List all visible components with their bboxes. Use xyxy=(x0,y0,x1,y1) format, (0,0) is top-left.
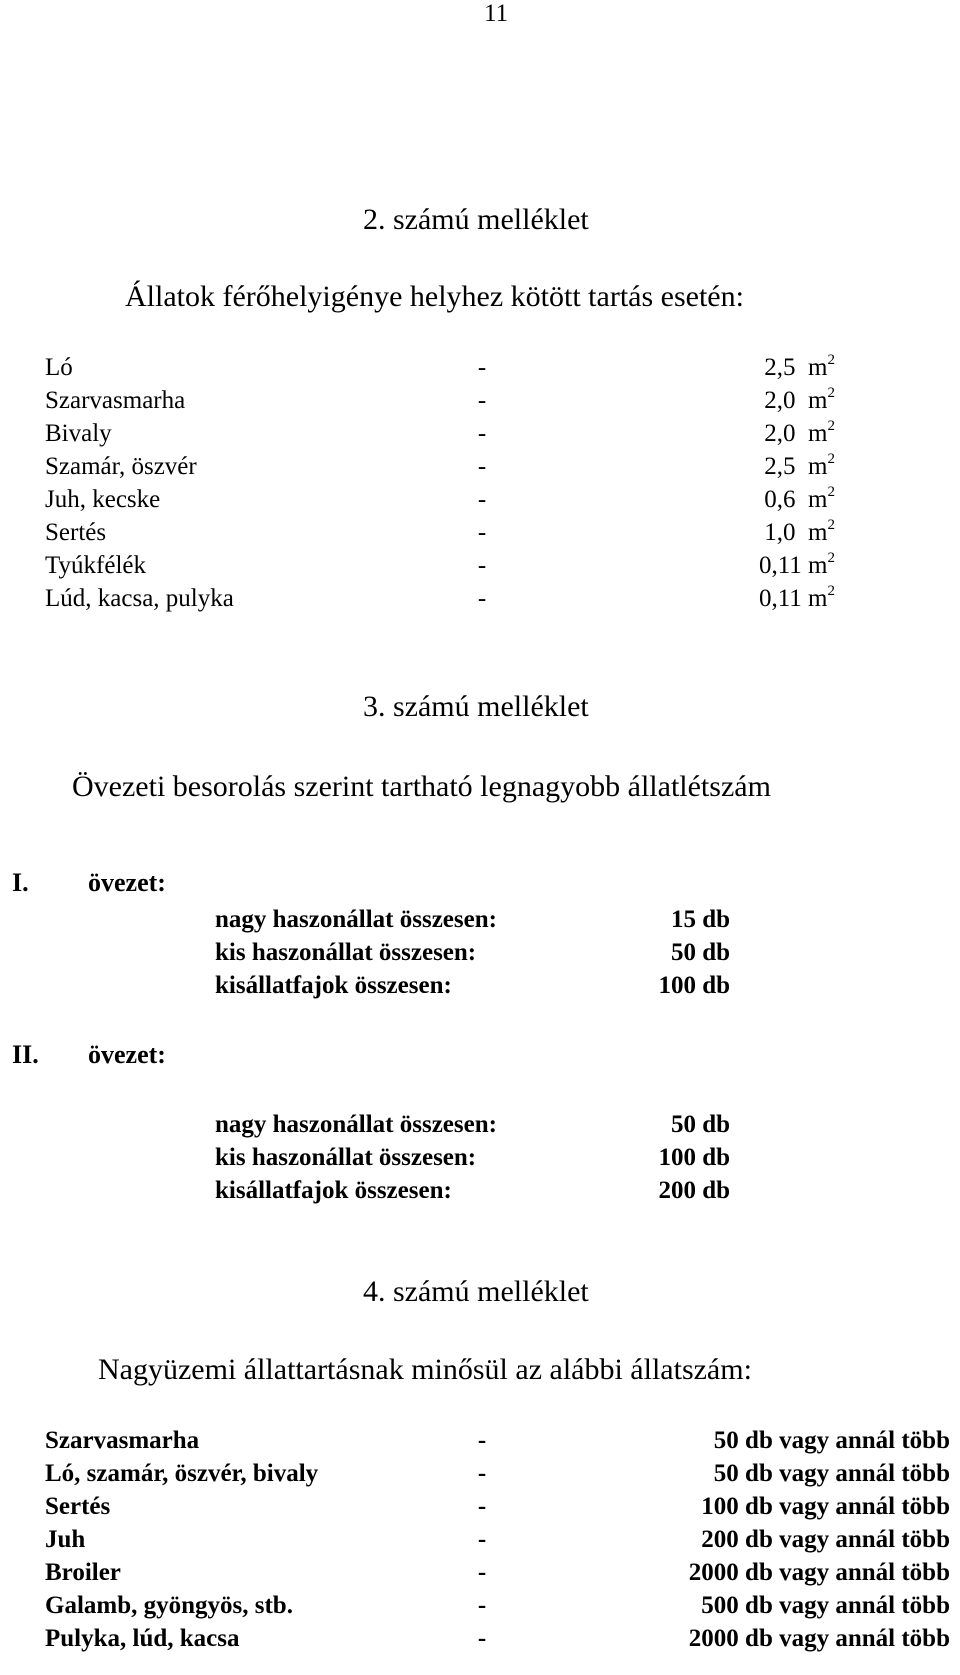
zone-row-value: 100 db xyxy=(658,972,730,999)
dash: - xyxy=(477,354,487,381)
dash: - xyxy=(477,552,487,579)
dash: - xyxy=(477,1526,487,1553)
dash: - xyxy=(477,486,487,513)
annex2-heading: 2. számú melléklet xyxy=(363,203,589,236)
annex2-row xyxy=(45,417,835,450)
annex4-row xyxy=(45,1424,950,1457)
threshold-value: 2000 db vagy annál több xyxy=(688,1625,950,1652)
area-value: 2,5 $m^2$ xyxy=(764,451,835,480)
threshold-value: 500 db vagy annál több xyxy=(701,1592,950,1619)
zone-row xyxy=(215,903,730,936)
zone-row xyxy=(215,1108,730,1141)
area-value: 2,0 $m^2$ xyxy=(764,418,835,447)
animal-label: Szamár, öszvér xyxy=(45,453,197,480)
threshold-value: 50 db vagy annál több xyxy=(713,1427,950,1454)
zone-row-label: nagy haszonállat összesen: xyxy=(215,906,497,933)
threshold-value: 2000 db vagy annál több xyxy=(688,1559,950,1586)
zone-row xyxy=(215,1141,730,1174)
page-number: 11 xyxy=(484,0,509,27)
zone-row xyxy=(215,969,730,1002)
dash: - xyxy=(477,1493,487,1520)
annex2-row xyxy=(45,351,835,384)
zone-row-value: 15 db xyxy=(670,906,730,933)
animal-label: Ló, szamár, öszvér, bivaly xyxy=(45,1460,319,1487)
annex4-row xyxy=(45,1457,950,1490)
annex2-row xyxy=(45,483,835,516)
zone-row-value: 100 db xyxy=(658,1144,730,1171)
zone-row xyxy=(215,1174,730,1207)
animal-label: Sertés xyxy=(45,519,107,546)
zone-row xyxy=(215,936,730,969)
animal-label: Sertés xyxy=(45,1493,111,1520)
zone-label: övezet: xyxy=(88,1040,166,1069)
annex2-row xyxy=(45,549,835,582)
zone-row-value: 50 db xyxy=(670,1111,730,1138)
animal-label: Ló xyxy=(45,354,73,381)
zone-row-label: kisállatfajok összesen: xyxy=(215,1177,452,1204)
dash: - xyxy=(477,585,487,612)
zone-row-label: nagy haszonállat összesen: xyxy=(215,1111,497,1138)
zone-row-label: kis haszonállat összesen: xyxy=(215,1144,477,1171)
animal-label: Szarvasmarha xyxy=(45,1427,200,1454)
dash: - xyxy=(477,1460,487,1487)
annex3-heading: 3. számú melléklet xyxy=(363,690,589,723)
animal-label: Lúd, kacsa, pulyka xyxy=(45,585,234,612)
annex2-row xyxy=(45,384,835,417)
annex2-row xyxy=(45,516,835,549)
annex2-title: Állatok férőhelyigénye helyhez kötött tartás esetén: xyxy=(125,280,744,313)
area-value: 2,0 $m^2$ xyxy=(764,385,835,414)
annex4-row xyxy=(45,1589,950,1622)
dash: - xyxy=(477,1427,487,1454)
dash: - xyxy=(477,1559,487,1586)
dash: - xyxy=(477,519,487,546)
dash: - xyxy=(477,387,487,414)
animal-label: Bivaly xyxy=(45,420,112,447)
annex4-row xyxy=(45,1523,950,1556)
annex4-row xyxy=(45,1622,950,1655)
dash: - xyxy=(477,1592,487,1619)
annex4-heading: 4. számú melléklet xyxy=(363,1275,589,1308)
area-value: 0,11 $m^2$ xyxy=(758,550,835,579)
annex4-title: Nagyüzemi állattartásnak minősül az alábbi állatszám: xyxy=(98,1353,752,1386)
zone-row-label: kis haszonállat összesen: xyxy=(215,939,477,966)
dash: - xyxy=(477,420,487,447)
annex3-title: Övezeti besorolás szerint tartható legnagyobb állatlétszám xyxy=(72,770,771,803)
annex2-row xyxy=(45,450,835,483)
threshold-value: 50 db vagy annál több xyxy=(713,1460,950,1487)
area-value: 2,5 $m^2$ xyxy=(764,352,835,381)
annex4-row xyxy=(45,1556,950,1589)
dash: - xyxy=(477,1625,487,1652)
zone-numeral: I. xyxy=(12,868,29,897)
annex2-row xyxy=(45,582,835,615)
animal-label: Pulyka, lúd, kacsa xyxy=(45,1625,240,1652)
annex4-row xyxy=(45,1490,950,1523)
threshold-value: 200 db vagy annál több xyxy=(701,1526,950,1553)
animal-label: Tyúkfélék xyxy=(45,552,146,579)
zone-row-value: 200 db xyxy=(658,1177,730,1204)
zone-numeral: II. xyxy=(12,1040,39,1069)
animal-label: Juh xyxy=(45,1526,86,1553)
zone-label: övezet: xyxy=(88,868,166,897)
threshold-value: 100 db vagy annál több xyxy=(701,1493,950,1520)
animal-label: Szarvasmarha xyxy=(45,387,186,414)
zone-row-value: 50 db xyxy=(670,939,730,966)
animal-label: Juh, kecske xyxy=(45,486,161,513)
dash: - xyxy=(477,453,487,480)
area-value: 0,6 $m^2$ xyxy=(764,484,835,513)
area-value: 0,11 $m^2$ xyxy=(758,583,835,612)
area-value: 1,0 $m^2$ xyxy=(764,517,835,546)
animal-label: Galamb, gyöngyös, stb. xyxy=(45,1592,293,1619)
zone-row-label: kisállatfajok összesen: xyxy=(215,972,452,999)
animal-label: Broiler xyxy=(45,1559,121,1586)
